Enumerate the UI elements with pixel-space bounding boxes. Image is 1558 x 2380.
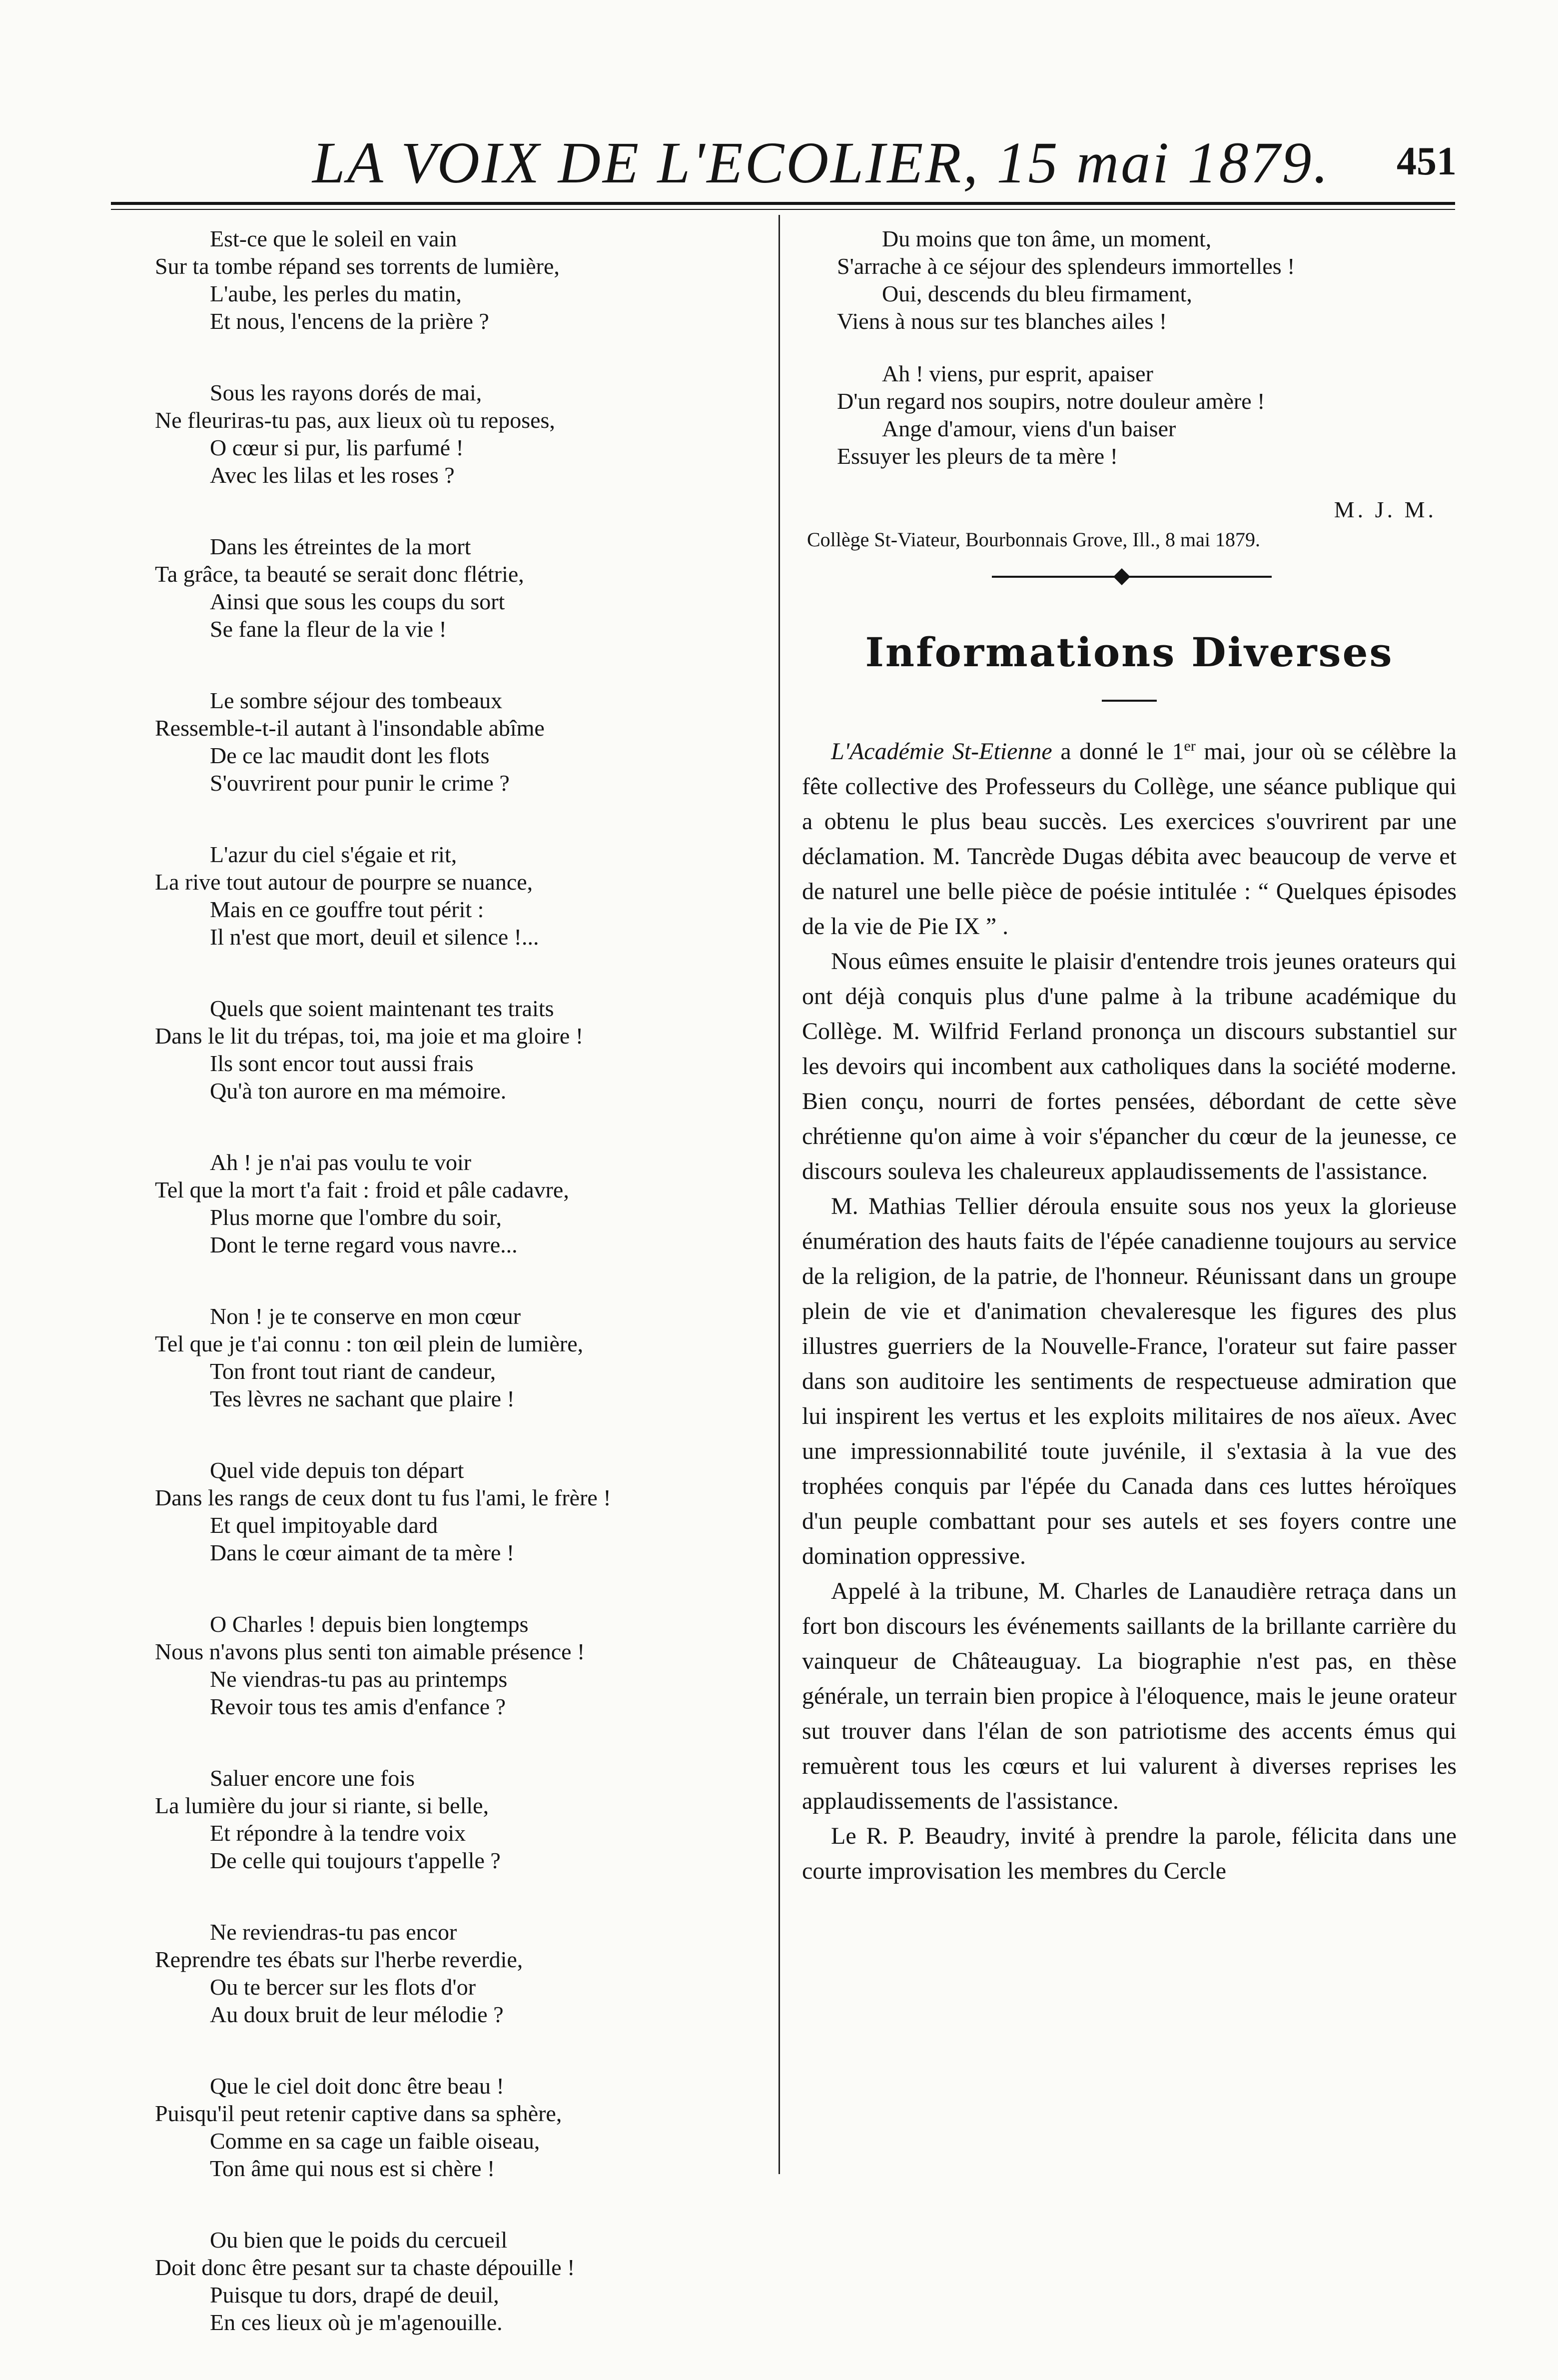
paragraph-text: a donné le 1	[1052, 738, 1184, 765]
poem-stanza	[150, 1302, 760, 1412]
poem-stanza	[150, 533, 760, 643]
poem-line: Sous les rayons dorés de mai,	[210, 380, 482, 405]
poem-dateline: Collège St-Viateur, Bourbonnais Grove, Ill., 8 mai 1879.	[807, 528, 1260, 551]
poem-line: Ils sont encor tout aussi frais	[210, 1051, 474, 1076]
poem-line: L'aube, les perles du matin,	[210, 281, 462, 306]
poem-stanza	[150, 2226, 760, 2336]
poem-stanza	[150, 379, 760, 489]
academy-name: L'Académie St-Etienne	[831, 738, 1052, 765]
article-paragraph: Le R. P. Beaudry, invité à prendre la parole, félicita dans une courte improvisation les membres du Cercle	[802, 1823, 1457, 1884]
poem-line: O Charles ! depuis bien longtemps	[210, 1611, 529, 1637]
right-column	[802, 225, 1457, 1889]
poem-line: Reprendre tes ébats sur l'herbe reverdie,	[155, 1947, 523, 1972]
page-header	[107, 129, 1457, 194]
poem-stanza	[150, 1610, 760, 1720]
poem-line: Se fane la fleur de la vie !	[210, 616, 447, 642]
poem-line: Est-ce que le soleil en vain	[210, 226, 457, 251]
poem-stanza	[150, 687, 760, 797]
poem-line: Essuyer les pleurs de ta mère !	[837, 443, 1118, 469]
poem-line: Non ! je te conserve en mon cœur	[210, 1303, 521, 1329]
title-rule	[1102, 700, 1157, 702]
poem-stanza	[150, 225, 760, 335]
poem-line: Sur ta tombe répand ses torrents de lumière,	[155, 253, 560, 279]
poem-line: Dans le lit du trépas, toi, ma joie et ma gloire !	[155, 1023, 584, 1049]
poem-line: L'azur du ciel s'égaie et rit,	[210, 842, 457, 867]
ornament-diamond	[1113, 568, 1130, 585]
poem-line: S'arrache à ce séjour des splendeurs immortelles !	[837, 253, 1295, 279]
poem-stanza	[150, 1456, 760, 1566]
poem-line: Viens à nous sur tes blanches ailes !	[837, 308, 1167, 334]
poem-line: S'ouvrirent pour punir le crime ?	[210, 770, 510, 796]
poem-line: Ne viendras-tu pas au printemps	[210, 1666, 508, 1692]
poem-line: Mais en ce gouffre tout périt :	[210, 897, 484, 922]
poem-stanza	[150, 1149, 760, 1258]
poem-line: Quel vide depuis ton départ	[210, 1457, 464, 1483]
poem-line: De celle qui toujours t'appelle ?	[210, 1848, 501, 1873]
poem-line: Tes lèvres ne sachant que plaire !	[210, 1386, 515, 1411]
poem-line: Ressemble-t-il autant à l'insondable abîme	[155, 715, 545, 741]
poem-line: Ange d'amour, viens d'un baiser	[882, 416, 1176, 441]
poem-line: Tel que la mort t'a fait : froid et pâle cadavre,	[155, 1177, 569, 1202]
article-paragraph	[802, 729, 1457, 944]
ordinal-suffix: er	[1184, 738, 1196, 754]
poem-line: Ta grâce, ta beauté se serait donc flétrie,	[155, 561, 524, 587]
poem-line: Ne reviendras-tu pas encor	[210, 1919, 457, 1945]
section-title: Informations Diverses	[865, 629, 1394, 676]
poem-line: Et répondre à la tendre voix	[210, 1820, 466, 1846]
poem-line: Ah ! je n'ai pas voulu te voir	[210, 1150, 472, 1175]
header-rule-thin	[111, 209, 1455, 210]
poem-line: Avec les lilas et les roses ?	[210, 462, 455, 488]
poem-line: Le sombre séjour des tombeaux	[210, 688, 503, 713]
header-rule-thick	[111, 202, 1455, 205]
page-number: 451	[1397, 139, 1457, 183]
poem-line: Ne fleuriras-tu pas, aux lieux où tu reposes,	[155, 407, 555, 433]
poem-line: Ou bien que le poids du cercueil	[210, 2227, 508, 2253]
poem-line: Qu'à ton aurore en ma mémoire.	[210, 1078, 507, 1104]
poem-line: Doit donc être pesant sur ta chaste dépouille !	[155, 2255, 575, 2280]
poem-line: La lumière du jour si riante, si belle,	[155, 1793, 489, 1818]
poem-line: Et quel impitoyable dard	[210, 1512, 438, 1538]
poem-column-left	[150, 225, 760, 2380]
poem-line: Puisqu'il peut retenir captive dans sa sphère,	[155, 2101, 562, 2126]
article-paragraph: M. Mathias Tellier déroula ensuite sous nos yeux la glorieuse énumération des hauts faits de l'épée canadienne toujours au service de la religion, de la patrie, de l'honneur. Réunissant dans un groupe plein de vie et d'animation chevaleresque les figures des plus illustres guerriers de la Nouvelle-France, l'orateur sut faire passer dans son auditoire les sentiments de respectueuse admiration que lui inspirent les vertus et les exploits militaires de nos aïeux. Avec une impressionnabilité toute juvénile, il s'extasia à la vue des trophées conquis par l'épée du Canada dans ces luttes héroïques d'un peuple combattant pour ses autels et ses foyers contre une domination oppressive.	[802, 1193, 1457, 1569]
column-divider	[779, 215, 780, 2174]
poem-line: Puisque tu dors, drapé de deuil,	[210, 2282, 499, 2308]
poem-line: De ce lac maudit dont les flots	[210, 743, 490, 768]
poem-stanza	[150, 841, 760, 951]
ornamental-divider	[802, 555, 1457, 595]
poem-line: Quels que soient maintenant tes traits	[210, 996, 554, 1021]
poem-line: Saluer encore une fois	[210, 1765, 415, 1791]
poem-line: Ah ! viens, pur esprit, apaiser	[882, 361, 1153, 386]
masthead-title: LA VOIX DE L'ECOLIER, 15 mai 1879.	[312, 130, 1330, 195]
poem-stanza	[150, 1918, 760, 2028]
poem-stanza	[802, 225, 1457, 335]
article-paragraph: Appelé à la tribune, M. Charles de Lanaudière retraça dans un fort bon discours les événements saillants de la brillante carrière du vainqueur de Châteauguay. La biographie n'est pas, en thèse générale, un terrain bien propice à l'éloquence, mais le jeune orateur sut trouver dans l'élan de son patriotisme des accents émus qui remuèrent tous les cœurs et lui valurent à diverses reprises les applaudissements de l'assistance.	[802, 1578, 1457, 1814]
ornament-bar	[992, 576, 1272, 578]
poem-line: Plus morne que l'ombre du soir,	[210, 1204, 502, 1230]
poem-line: Du moins que ton âme, un moment,	[882, 226, 1212, 251]
poem-stanza	[150, 2072, 760, 2182]
article-body	[802, 729, 1457, 1889]
poem-line: D'un regard nos soupirs, notre douleur amère !	[837, 388, 1265, 414]
poem-stanza	[802, 360, 1457, 470]
poem-line: Dans les étreintes de la mort	[210, 534, 471, 559]
poem-line: O cœur si pur, lis parfumé !	[210, 435, 464, 460]
poem-line: Et nous, l'encens de la prière ?	[210, 308, 489, 334]
poem-line: Il n'est que mort, deuil et silence !...	[210, 924, 539, 950]
poem-signature: M. J. M.	[1334, 497, 1437, 522]
poem-line: Oui, descends du bleu firmament,	[882, 281, 1192, 306]
poem-line: Ton front tout riant de candeur,	[210, 1358, 496, 1384]
poem-line: Dans le cœur aimant de ta mère !	[210, 1540, 515, 1565]
poem-line: Dont le terne regard vous navre...	[210, 1232, 518, 1257]
poem-line: Tel que je t'ai connu : ton œil plein de lumière,	[155, 1331, 584, 1356]
poem-stanza	[150, 1764, 760, 1874]
poem-line: Comme en sa cage un faible oiseau,	[210, 2128, 540, 2154]
poem-line: Ou te bercer sur les flots d'or	[210, 1974, 476, 2000]
poem-stanza	[150, 995, 760, 1105]
poem-line: La rive tout autour de pourpre se nuance,	[155, 869, 533, 895]
poem-line: Ton âme qui nous est si chère !	[210, 2156, 495, 2181]
paragraph-text: mai, jour où se célèbre la fête collective des Professeurs du Collège, une séance publique qui a obtenu le plus beau succès. Les exercices s'ouvrirent par une déclamation. M. Tancrède Dugas débita avec beaucoup de verve et de naturel une belle pièce de poésie intitulée : “ Quelques épisodes de la vie de Pie IX ” .	[802, 738, 1457, 940]
poem-line: Nous n'avons plus senti ton aimable présence !	[155, 1639, 585, 1664]
poem-line: Dans les rangs de ceux dont tu fus l'ami, le frère !	[155, 1485, 611, 1510]
poem-line: Au doux bruit de leur mélodie ?	[210, 2002, 504, 2027]
poem-line: Revoir tous tes amis d'enfance ?	[210, 1694, 506, 1719]
poem-line: Ainsi que sous les coups du sort	[210, 589, 505, 614]
poem-line: En ces lieux où je m'agenouille.	[210, 2310, 503, 2335]
article-paragraph: Nous eûmes ensuite le plaisir d'entendre trois jeunes orateurs qui ont déjà conquis plus d'une palme à la tribune académique du Collège. M. Wilfrid Ferland prononça un discours substantiel sur les devoirs qui incombent aux catholiques dans la société moderne. Bien conçu, nourri de fortes pensées, débordant de cette sève chrétienne qu'on aime à voir s'épancher du cœur de la jeunesse, ce discours souleva les chaleureux applaudissements de l'assistance.	[802, 948, 1457, 1185]
poem-line: Que le ciel doit donc être beau !	[210, 2073, 504, 2099]
poem-continuation	[802, 225, 1457, 470]
